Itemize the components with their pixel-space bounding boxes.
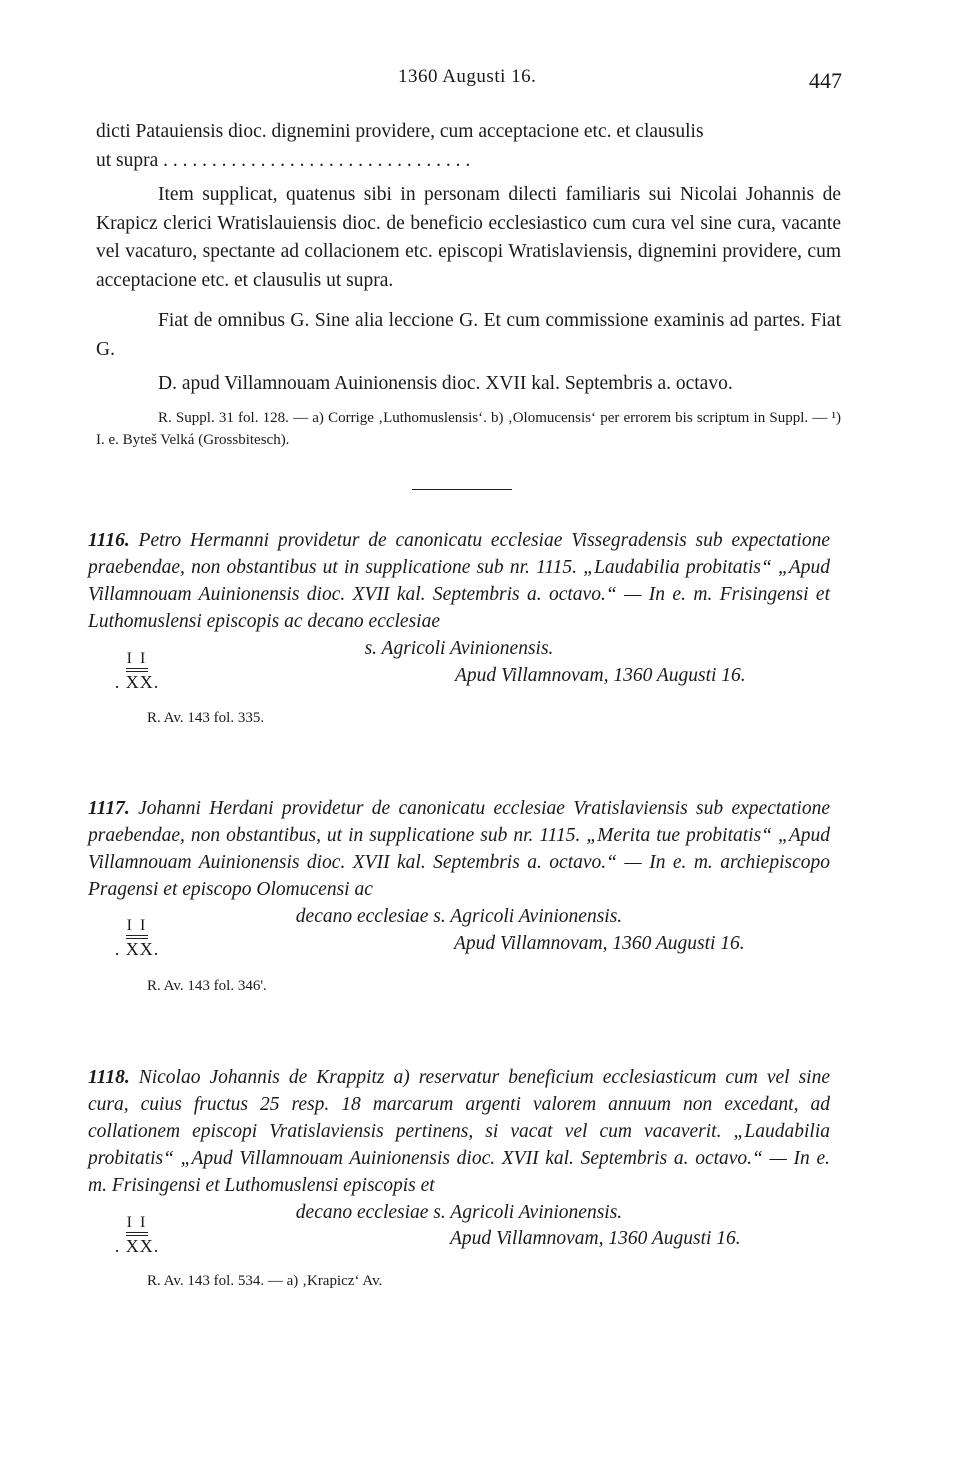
entry-closing-line: decano ecclesiae s. Agricoli Avinionensis. <box>295 1202 623 1223</box>
dateline: Apud Villamnovam, 1360 Augusti 16. <box>454 933 745 954</box>
continuation-line: dicti Patauiensis dioc. dignemini providere, cum acceptacione etc. et clausulis <box>96 121 704 142</box>
dateline: Apud Villamnovam, 1360 Augusti 16. <box>450 1228 741 1249</box>
entry-number: 1116. <box>88 530 130 551</box>
entry-1116 <box>88 527 830 662</box>
dateline: Apud Villamnovam, 1360 Augusti 16. <box>455 665 746 686</box>
registry-mark: I I . XX. <box>114 1214 160 1256</box>
entry-number: 1118. <box>88 1067 130 1088</box>
entry-text: Nicolao Johannis de Krappitz a) reservatur beneficium ecclesiasticum cum vel sine cura, cuius fructus 25 resp. 18 marcarum argenti valorem annuum non excedant, ad collationem episcopi Vratislaviensis pertinens, si vacat vel cum vacaverit. „Laudabilia probitatis“ „Apud Villamnouam Auinionensis dioc. XVII kal. Septembris a. octavo.“ — In e. m. Frisingensi et Luthomuslensi episcopis et <box>88 1067 830 1196</box>
entry-text: Petro Hermanni providetur de canonicatu ecclesiae Vissegradensis sub expectatione praebendae, non obstantibus ut in supplicatione sub nr. 1115. „Laudabilia probitatis“ „Apud Villamnouam Auinionensis dioc. XVII kal. Septembris a. octavo.“ — In e. m. Frisingensi et Luthomuslensi episcopis ac decano ecclesiae <box>88 530 830 632</box>
footnote: R. Suppl. 31 fol. 128. — a) Corrige ‚Luthomuslensis‘. b) ‚Olomucensis‘ per errorem bis scriptum in Suppl. — ¹) I. e. Byteš Velká (Grossbitesch). <box>96 409 841 448</box>
datum-paragraph: D. apud Villamnouam Auinionensis dioc. XVII kal. Septembris a. octavo. <box>158 373 733 394</box>
entry-closing-line: decano ecclesiae s. Agricoli Avinionensis. <box>295 906 623 927</box>
fiat-paragraph: Fiat de omnibus G. Sine alia leccione G. Et cum commissione examinis ad partes. Fiat G. <box>96 310 841 360</box>
entry-1118 <box>88 1064 830 1226</box>
source-reference: R. Av. 143 fol. 346'. <box>147 978 267 994</box>
registry-mark: I I . XX. <box>114 650 160 692</box>
page-number: 447 <box>809 68 842 93</box>
registry-mark: I I . XX. <box>114 917 160 959</box>
entry-text: Johanni Herdani providetur de canonicatu ecclesiae Vratislaviensis sub expectatione praebendae, non obstantibus, ut in supplicatione sub nr. 1115. „Merita tue probitatis“ „Apud Villamnouam Auinionensis dioc. XVII kal. Septembris a. octavo.“ — In e. m. archiepiscopo Pragensi et episcopo Olomucensi ac <box>88 798 831 900</box>
entry-number: 1117. <box>88 798 130 819</box>
source-reference: R. Av. 143 fol. 335. <box>147 710 265 726</box>
page-header <box>0 66 960 96</box>
supplication-paragraph: Item supplicat, quatenus sibi in personam dilecti familiaris sui Nicolai Johannis de Krapicz clerici Wratislauiensis dioc. de beneficio ecclesiastico cum cura vel sine cura, vacante vel vacaturo, spectante ad collacionem etc. episcopi Wratislaviensis, dignemini providere, cum acceptacione etc. et clausulis ut supra. <box>96 184 841 291</box>
running-head: 1360 Augusti 16. <box>398 66 537 87</box>
entry-closing-line: s. Agricoli Avinionensis. <box>364 638 554 659</box>
previous-entry <box>96 118 841 451</box>
continuation-line: ut supra . . . . . . . . . . . . . . . . . . . . . . . . . . . . . . . . <box>96 149 471 171</box>
source-reference: R. Av. 143 fol. 534. — a) ‚Krapicz‘ Av. <box>147 1273 383 1289</box>
section-divider <box>412 489 512 490</box>
entry-1117 <box>88 795 830 930</box>
